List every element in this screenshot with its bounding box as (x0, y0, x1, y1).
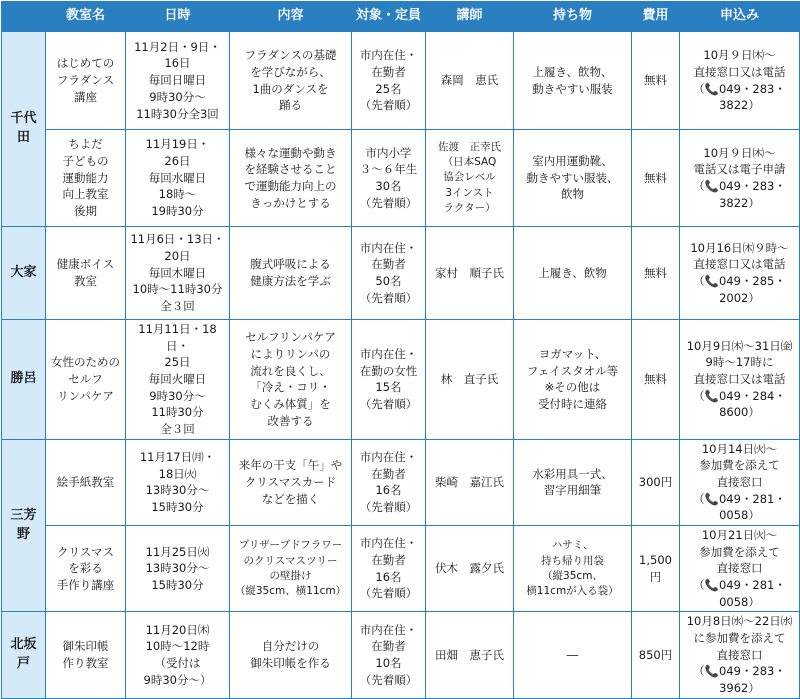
content-cell: 自分だけの 御朱印帳を作る (230, 612, 352, 698)
header-instructor: 講師 (426, 2, 514, 32)
items-cell: 室内用運動靴、 動きやすい服装、 飲物 (514, 130, 632, 227)
content-cell: 来年の干支「午」や クリスマスカード などを描く (230, 439, 352, 525)
fee-cell: 無料 (632, 320, 680, 440)
district-cell: 北坂戸 (2, 612, 46, 698)
apply-cell: 10月21日㈫～ 参加費を添えて 直接窓口 （📞049・281・0058） (680, 526, 800, 612)
items-cell: 上履き、飲物、 動きやすい服装 (514, 32, 632, 130)
table-row (2, 227, 800, 320)
target-cell: 市内在住・ 在勤の女性 15名 （先着順） (352, 320, 426, 440)
datetime-cell: 11月20日㈭ 10時～12時 （受付は 9時30分～） (126, 612, 230, 698)
items-cell: ハサミ、 持ち帰り用袋 （縦35cm、 横11cmが入る袋） (514, 526, 632, 612)
table-row (2, 32, 800, 130)
target-cell: 市内在住・ 在勤者 16名 （先着順） (352, 439, 426, 525)
instructor-cell: 柴崎 嘉江氏 (426, 439, 514, 525)
fee-cell: 850円 (632, 612, 680, 698)
instructor-cell: 森岡 恵氏 (426, 32, 514, 130)
header-class-name: 教室名 (46, 2, 126, 32)
items-cell: 水彩用具一式、 習字用細筆 (514, 439, 632, 525)
class-name-cell: 絵手紙教室 (46, 439, 126, 525)
items-cell: 上履き、飲物 (514, 227, 632, 320)
class-name-cell: 女性のための セルフ リンパケア (46, 320, 126, 440)
district-cell: 三芳野 (2, 439, 46, 612)
content-cell: 腹式呼吸による 健康方法を学ぶ (230, 227, 352, 320)
header-fee: 費用 (632, 2, 680, 32)
instructor-cell: 佐渡 正幸氏 （日本SAQ 協会レベル 3インスト ラクター） (426, 130, 514, 227)
items-cell: ― (514, 612, 632, 698)
apply-cell: 10月8日㈬～22日㈬ に参加費を添えて 直接窓口 （📞049・283・3962） (680, 612, 800, 698)
apply-cell: 10月９日㈭～ 直接窓口又は電話 （📞049・283・3822） (680, 32, 800, 130)
district-cell: 大家 (2, 227, 46, 320)
table-row (2, 439, 800, 525)
content-cell: セルフリンパケア によりリンパの 流れを良くし、 「冷え・コリ・ むくみ体質」を 改善する (230, 320, 352, 440)
class-name-cell: クリスマス を彩る 手作り講座 (46, 526, 126, 612)
apply-cell: 10月９日㈭～ 電話又は電子申請 （📞049・283・3822） (680, 130, 800, 227)
district-cell: 千代田 (2, 32, 46, 227)
fee-cell: 無料 (632, 130, 680, 227)
class-name-cell: 健康ボイス 教室 (46, 227, 126, 320)
fee-cell: 無料 (632, 227, 680, 320)
datetime-cell: 11月17日㈪・ 18日㈫ 13時30分～ 15時30分 (126, 439, 230, 525)
datetime-cell: 11月2日・9日・ 16日 毎回日曜日 9時30分～ 11時30分全3回 (126, 32, 230, 130)
header-apply: 申込み (680, 2, 800, 32)
instructor-cell: 田畑 恵子氏 (426, 612, 514, 698)
header-datetime: 日時 (126, 2, 230, 32)
content-cell: プリザーブドフラワー のクリスマスツリー の壁掛け （縦35cm、横11cm） (230, 526, 352, 612)
content-cell: フラダンスの基礎 を学びながら、 1曲のダンスを 踊る (230, 32, 352, 130)
fee-cell: 1,500円 (632, 526, 680, 612)
header-content: 内容 (230, 2, 352, 32)
target-cell: 市内在住・ 在勤者 50名 （先着順） (352, 227, 426, 320)
table-row (2, 320, 800, 440)
header-items: 持ち物 (514, 2, 632, 32)
content-cell: 様々な運動や動き を経験させること で運動能力向上の きっかけとする (230, 130, 352, 227)
datetime-cell: 11月6日・13日・ 20日 毎回木曜日 10時～11時30分 全３回 (126, 227, 230, 320)
datetime-cell: 11月11日・18日・ 25日 毎回火曜日 9時30分～ 11時30分 全３回 (126, 320, 230, 440)
table-row (2, 612, 800, 698)
apply-cell: 10月14日㈫～ 参加費を添えて 直接窓口 （📞049・281・0058） (680, 439, 800, 525)
datetime-cell: 11月19日・ 26日 毎回水曜日 18時～ 19時30分 (126, 130, 230, 227)
class-name-cell: 御朱印帳 作り教室 (46, 612, 126, 698)
table-row (2, 130, 800, 227)
target-cell: 市内在住・ 在勤者 16名 （先着順） (352, 526, 426, 612)
district-cell: 勝呂 (2, 320, 46, 440)
instructor-cell: 林 直子氏 (426, 320, 514, 440)
class-name-cell: はじめての フラダンス 講座 (46, 32, 126, 130)
header-target: 対象・定員 (352, 2, 426, 32)
class-name-cell: ちよだ 子どもの 運動能力 向上教室 後期 (46, 130, 126, 227)
target-cell: 市内在住・ 在勤者 25名 （先着順） (352, 32, 426, 130)
apply-cell: 10月16日㈭９時～ 直接窓口又は電話 （📞049・285・2002） (680, 227, 800, 320)
fee-cell: 300円 (632, 439, 680, 525)
items-cell: ヨガマット、 フェイスタオル等 ※その他は 受付時に連絡 (514, 320, 632, 440)
datetime-cell: 11月25日㈫ 13時30分～ 15時30分 (126, 526, 230, 612)
table-row (2, 526, 800, 612)
header-district (2, 2, 46, 32)
target-cell: 市内小学 ３～６年生 30名 （先着順） (352, 130, 426, 227)
target-cell: 市内在住・ 在勤者 10名 （先着順） (352, 612, 426, 698)
header-row (2, 2, 800, 32)
instructor-cell: 伏木 露夕氏 (426, 526, 514, 612)
instructor-cell: 家村 順子氏 (426, 227, 514, 320)
fee-cell: 無料 (632, 32, 680, 130)
class-schedule-table (1, 1, 800, 699)
apply-cell: 10月9日㈭～31日㈮ 9時～17時に 直接窓口又は電話 （📞049・284・8600） (680, 320, 800, 440)
